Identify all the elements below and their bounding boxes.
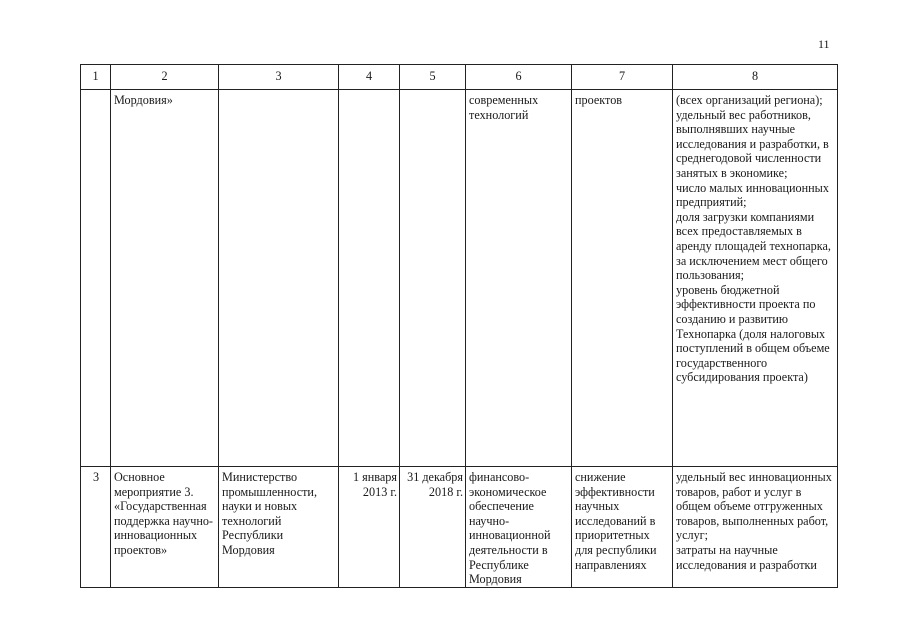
- row-number-cell: [81, 90, 111, 467]
- column-header-1: 1: [81, 65, 111, 90]
- indicators-cell: (всех организаций региона); удельный вес работников, выполнявших научные исследования и разработки, в среднегодовой численности занятых в экономике; число малых инновационных предприятий; доля загрузки компаниями всех предоставляемых в аренду площадей технопарка, за исключением мест общего пользования; уровень бюджетной эффективности проекта по созданию и развитию Технопарка (доля налоговых поступлений в общем объеме государственного субсидирования проекта): [673, 90, 838, 467]
- table-row: [81, 467, 838, 588]
- indicators-cell: удельный вес инновационных товаров, работ и услуг в общем объеме отгруженных товаров, выполненных работ, услуг; затраты на научные исследования и разработки: [673, 467, 838, 588]
- column-header-7: 7: [572, 65, 673, 90]
- column-header-6: 6: [466, 65, 572, 90]
- start-date-cell: [339, 90, 400, 467]
- program-table: [80, 64, 838, 588]
- consequences-cell: снижение эффективности научных исследований в приоритетных для республики направлениях: [572, 467, 673, 588]
- consequences-cell: проектов: [572, 90, 673, 467]
- expected-result-cell: финансово-экономическое обеспечение научно-инновационной деятельности в Республике Мордовия: [466, 467, 572, 588]
- expected-result-cell: современных технологий: [466, 90, 572, 467]
- executor-cell: Министерство промышленности, науки и новых технологий Республики Мордовия: [219, 467, 339, 588]
- column-header-5: 5: [400, 65, 466, 90]
- page-number: 11: [818, 37, 830, 51]
- column-header-2: 2: [111, 65, 219, 90]
- table-row: [81, 90, 838, 467]
- executor-cell: [219, 90, 339, 467]
- end-date-cell: 31 декабря 2018 г.: [400, 467, 466, 588]
- header-row: [81, 65, 838, 90]
- end-date-cell: [400, 90, 466, 467]
- measure-name-cell: Основное мероприятие 3. «Государственная поддержка научно-инновационных проектов»: [111, 467, 219, 588]
- row-number-cell: 3: [81, 467, 111, 588]
- column-header-8: 8: [673, 65, 838, 90]
- column-header-3: 3: [219, 65, 339, 90]
- column-header-4: 4: [339, 65, 400, 90]
- measure-name-cell: Мордовия»: [111, 90, 219, 467]
- start-date-cell: 1 января 2013 г.: [339, 467, 400, 588]
